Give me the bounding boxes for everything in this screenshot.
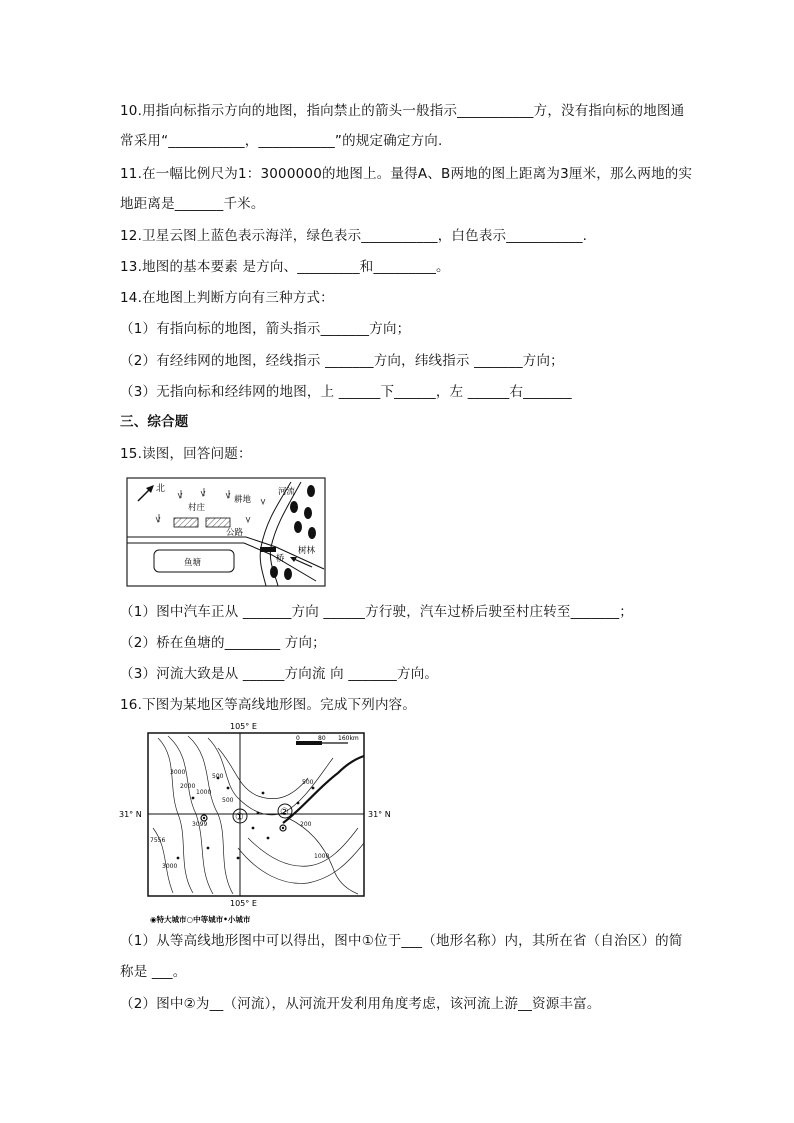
bridge-icon — [260, 547, 276, 552]
lat-right-label: 31° N — [368, 810, 391, 819]
contour-2000: 2000 — [180, 783, 196, 790]
scale-0: 0 — [296, 735, 300, 742]
section-heading: 三、综合题 — [120, 414, 189, 430]
q14: 14.在地图上判断方向有三种方式： — [120, 290, 334, 306]
q14-3: （3）无指向标和经纬网的地图，上 ______下______，左 ______右_______ — [120, 384, 572, 400]
contour-500b: 500 — [222, 797, 234, 804]
pond-label: 鱼塘 — [184, 558, 202, 568]
contour-3099: 3099 — [192, 821, 208, 828]
q12: 12.卫星云图上蓝色表示海洋，绿色表示___________，白色表示___________. — [120, 228, 588, 244]
q16-1-line1: （1）从等高线地形图中可以得出，图中①位于___（地形名称）内，其所在省（自治区）的简 — [120, 933, 683, 949]
map-village-figure — [126, 477, 326, 587]
contour-1000b: 1000 — [314, 853, 330, 860]
contour-7556: 7556 — [150, 837, 166, 844]
marker-2: ② — [280, 807, 289, 818]
q16-2: （2）图中②为__（河流），从河流开发利用角度考虑，该河流上游__资源丰富。 — [120, 996, 601, 1012]
forest-label: 树林 — [298, 546, 316, 556]
river-label: 河流 — [278, 487, 296, 497]
q14-1: （1）有指向标的地图，箭头指示_______方向； — [120, 321, 411, 337]
contour-3000: 3000 — [170, 769, 186, 776]
lon-top-label: 105° E — [230, 722, 257, 731]
north-label: 北 — [156, 484, 166, 494]
contour-200: 200 — [300, 821, 312, 828]
marker-1: ① — [235, 812, 244, 823]
q10-line2: 常采用“___________，___________”的规定确定方向. — [120, 133, 443, 149]
q11-line1: 11.在一幅比例尺为1：3000000的地图上。量得A、B两地的图上距离为3厘米，那么两地的实 — [120, 166, 693, 182]
car-arrow-icon — [294, 559, 312, 567]
contour-map-figure — [118, 718, 408, 926]
lon-bottom-label: 105° E — [230, 899, 257, 908]
q15-3: （3）河流大致是从 ______方向流 向 _______方向。 — [120, 666, 439, 682]
farmland-label: 耕地 — [234, 495, 252, 505]
lat-left-label: 31° N — [119, 810, 142, 819]
q15: 15.读图，回答问题： — [120, 446, 252, 462]
road-label: 公路 — [226, 528, 244, 538]
q15-2: （2）桥在鱼塘的________ 方向； — [120, 635, 326, 651]
village-label: 村庄 — [188, 503, 206, 513]
map-legend: ◉特大城市○中等城市•小城市 — [150, 915, 251, 924]
q10-line1: 10.用指向标指示方向的地图，指向禁止的箭头一般指示___________方，没有指向标的地图通 — [120, 103, 685, 119]
q14-2: （2）有经纬网的地图，经线指示 _______方向，纬线指示 _______方向； — [120, 353, 564, 369]
q13: 13.地图的基本要素 是方向、_________和_________。 — [120, 259, 450, 275]
q16-1-line2: 称是 ___。 — [120, 964, 187, 980]
scale-160: 160km — [338, 735, 359, 742]
q15-1: （1）图中汽车正从 _______方向 ______方行驶，汽车过桥后驶至村庄转至_______； — [120, 604, 633, 620]
bridge-label: 桥 — [276, 554, 285, 564]
q16: 16.下图为某地区等高线地形图。完成下列内容。 — [120, 697, 417, 713]
contour-500c: 500 — [302, 779, 314, 786]
scale-80: 80 — [318, 735, 326, 742]
contour-500a: 500 — [212, 773, 224, 780]
q11-line2: 地距离是_______千米。 — [120, 196, 265, 212]
contour-1000: 1000 — [196, 789, 212, 796]
contour-3000b: 3000 — [162, 863, 178, 870]
